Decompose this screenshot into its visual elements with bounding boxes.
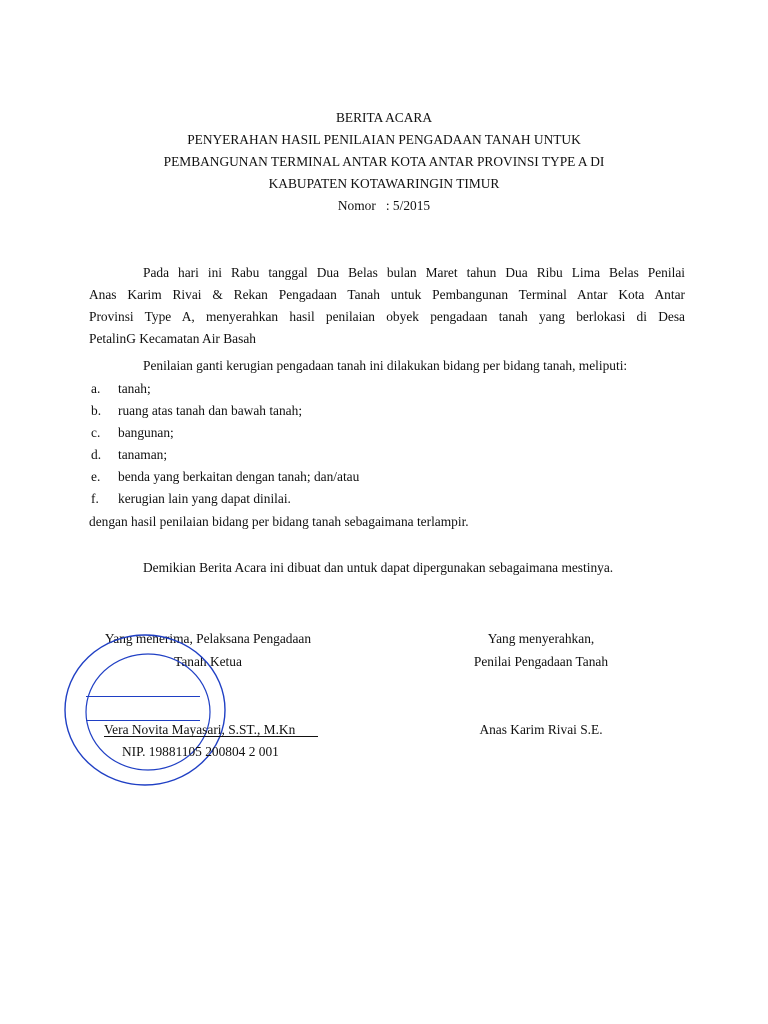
receiver-nip: NIP. 19881105 200804 2 001 xyxy=(122,744,279,759)
list-marker: b. xyxy=(91,403,102,418)
list-text: tanah; xyxy=(118,381,151,396)
paragraph-scope: Penilaian ganti kerugian pengadaan tanah ini dilakukan bidang per bidang tanah, meliputi: xyxy=(143,358,628,373)
list-marker: d. xyxy=(91,447,102,462)
list-text: benda yang berkaitan dengan tanah; dan/atau xyxy=(118,469,360,484)
document-title: BERITA ACARA xyxy=(335,110,433,125)
receiver-role-line-2: Tanah Ketua xyxy=(174,654,242,669)
list-text: tanaman; xyxy=(118,447,168,462)
list-item xyxy=(91,425,174,441)
list-item xyxy=(91,403,302,419)
stamp-line-upper xyxy=(86,696,200,697)
paragraph-line: PetalinG Kecamatan Air Basah xyxy=(89,331,256,346)
subtitle-line-1: PENYERAHAN HASIL PENILAIAN PENGADAAN TANAH UNTUK xyxy=(187,132,581,147)
closing-statement: Demikian Berita Acara ini dibuat dan untuk dapat dipergunakan sebagaimana mestinya. xyxy=(143,560,614,575)
after-list-text: dengan hasil penilaian bidang per bidang tanah sebagaimana terlampir. xyxy=(89,514,469,529)
stamp-outer-ring xyxy=(65,635,225,785)
list-item xyxy=(91,491,291,507)
list-item xyxy=(91,381,151,397)
list-text: kerugian lain yang dapat dinilai. xyxy=(118,491,291,506)
giver-name: Anas Karim Rivai S.E. xyxy=(479,722,603,737)
stamp-seal xyxy=(60,630,240,790)
list-marker: a. xyxy=(91,381,101,396)
list-item xyxy=(91,447,167,463)
receiver-name-underline xyxy=(104,736,318,737)
list-marker: c. xyxy=(91,425,101,440)
subtitle-line-2: PEMBANGUNAN TERMINAL ANTAR KOTA ANTAR PROVINSI TYPE A DI xyxy=(163,154,605,169)
paragraph-line xyxy=(89,262,685,284)
document-number: Nomor : 5/2015 xyxy=(337,198,431,213)
list-text: ruang atas tanah dan bawah tanah; xyxy=(118,403,303,418)
list-item xyxy=(91,469,359,485)
receiver-name: Vera Novita Mayasari, S.ST., M.Kn xyxy=(104,722,296,737)
paragraph-line-text: Pada hari ini Rabu tanggal Dua Belas bulan Maret tahun Dua Ribu Lima Belas Penilai xyxy=(143,265,685,280)
receiver-role-line-1: Yang menerima, Pelaksana Pengadaan xyxy=(104,631,312,646)
paragraph-line: Provinsi Type A, menyerahkan hasil penilaian obyek pengadaan tanah yang berlokasi di Desa xyxy=(89,309,685,324)
list-marker: f. xyxy=(91,491,99,506)
giver-role-line-1: Yang menyerahkan, xyxy=(487,631,595,646)
list-text: bangunan; xyxy=(118,425,174,440)
paragraph-opening xyxy=(89,262,685,350)
stamp-line-lower xyxy=(86,720,200,721)
giver-role-line-2: Penilai Pengadaan Tanah xyxy=(473,654,609,669)
list-marker: e. xyxy=(91,469,101,484)
subtitle-line-3: KABUPATEN KOTAWARINGIN TIMUR xyxy=(268,176,500,191)
paragraph-line: Anas Karim Rivai & Rekan Pengadaan Tanah untuk Pembangunan Terminal Antar Kota Antar xyxy=(89,287,685,302)
